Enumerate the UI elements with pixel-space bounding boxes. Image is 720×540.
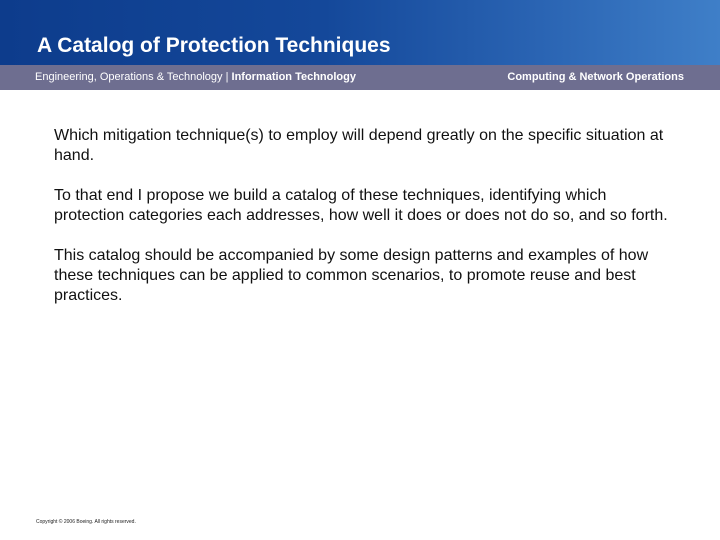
paragraph-1: Which mitigation technique(s) to employ will depend greatly on the specific situation at hand. (54, 127, 664, 164)
department-label: Computing & Network Operations (507, 71, 684, 83)
organization-path: Engineering, Operations & Technology | (35, 71, 232, 83)
paragraph-2: To that end I propose we build a catalog of these techniques, identifying which protection categories each addresses, how well it does or does not do so, and so forth. (54, 187, 668, 224)
slide-title: A Catalog of Protection Techniques (37, 34, 391, 57)
slide-body (54, 126, 674, 326)
subheader-bar (0, 65, 720, 90)
copyright-notice: Copyright © 2006 Boeing. All rights reserved. (36, 519, 136, 525)
organization-division: Information Technology (231, 71, 356, 83)
title-banner (0, 0, 720, 65)
paragraph-3: This catalog should be accompanied by some design patterns and examples of how these techniques can be applied to common scenarios, to promote reuse and best practices. (54, 247, 649, 304)
organization-label (35, 71, 356, 83)
